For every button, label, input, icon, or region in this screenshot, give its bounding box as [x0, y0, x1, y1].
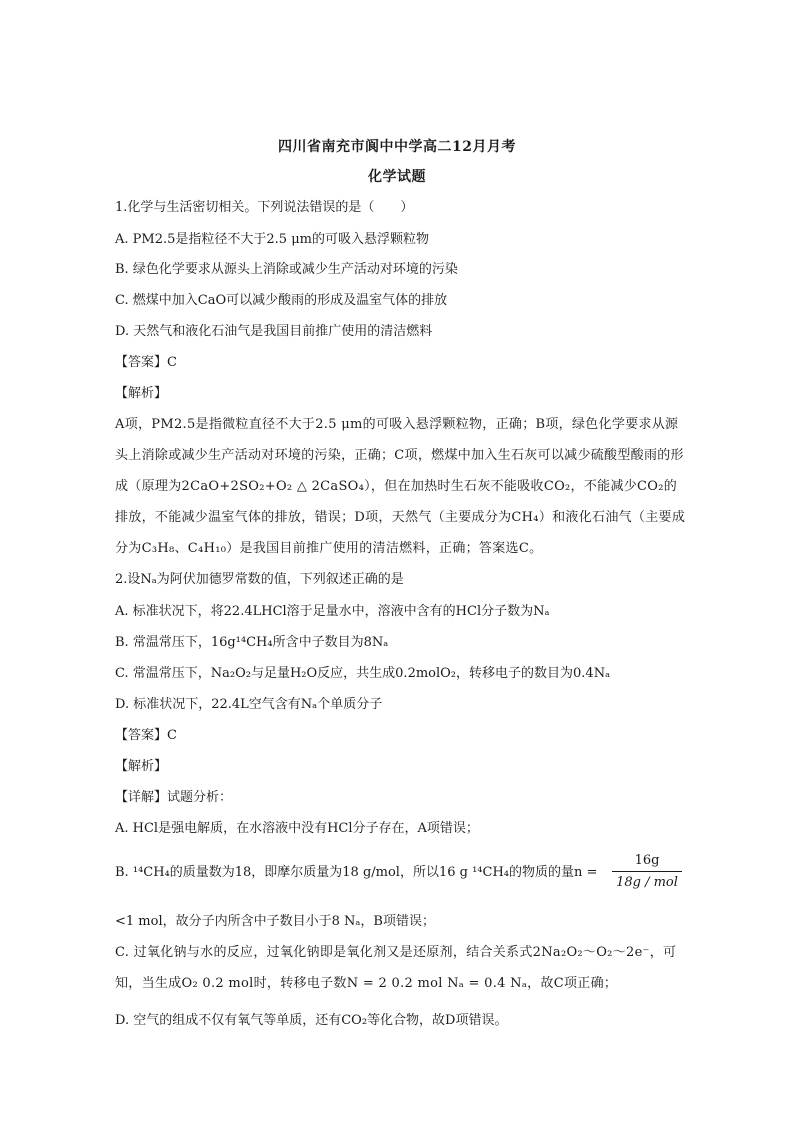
document-subtitle: 化学试题 [368, 169, 426, 185]
fraction-bar [612, 871, 682, 872]
q1-answer: 【答案】C [115, 355, 177, 370]
q2-detail-label: 【详解】试题分析： [115, 790, 233, 805]
q2-detail-d: D. 空气的组成不仅有氧气等单质，还有CO₂等化合物，故D项错误。 [115, 1013, 508, 1028]
fraction-numerator: 16g [634, 853, 660, 868]
q2-answer: 【答案】C [115, 728, 177, 743]
q1-analysis-text: A项，PM2.5是指微粒直径不大于2.5 μm的可吸入悬浮颗粒物，正确；B项，绿色化学要求从源头上消除或减少生产活动对环境的污染，正确；C项，燃煤中加入生石灰可以减少硫酸型酸雨的形成（原理为2CaO+2SO₂+O₂ △ 2CaSO₄），但在加热时生石灰不能吸收CO₂，不能减少CO₂的排放，不能减少温室气体的排放，错误；D项，天然气（主要成分为CH₄）和液化石油气（主要成分为C₃H₈、C₄H₁₀）是我国目前推广使用的清洁燃料，正确；答案选C。 [115, 417, 686, 556]
q2-option-b: B. 常温常压下，16g¹⁴CH₄所含中子数目为8Nₐ [115, 635, 389, 650]
q2-detail-b: B. ¹⁴CH₄的质量数为18，即摩尔质量为18 g/mol，所以16 g ¹⁴CH₄的物质的量n = [115, 865, 598, 880]
q1-stem: 1.化学与生活密切相关。下列说法错误的是（ ） [115, 200, 414, 215]
fraction-denominator: 18g / mol [616, 875, 678, 890]
q2-detail-b-cont: <1 mol，故分子内所含中子数目小于8 Nₐ，B项错误； [115, 914, 435, 929]
q1-option-d: D. 天然气和液化石油气是我国目前推广使用的清洁燃料 [115, 324, 433, 339]
q1-option-c: C. 燃煤中加入CaO可以减少酸雨的形成及温室气体的排放 [115, 293, 448, 308]
q1-option-b: B. 绿色化学要求从源头上消除或减少生产活动对环境的污染 [115, 262, 458, 277]
q2-detail-a: A. HCl是强电解质，在水溶液中没有HCl分子存在，A项错误； [115, 821, 479, 836]
q1-option-a: A. PM2.5是指粒径不大于2.5 μm的可吸入悬浮颗粒物 [115, 232, 429, 247]
molar-fraction [612, 852, 682, 891]
q2-option-a: A. 标准状况下，将22.4LHCl溶于足量水中，溶液中含有的HCl分子数为Nₐ [115, 604, 550, 619]
q2-analysis-label: 【解析】 [115, 759, 168, 774]
q1-analysis-label: 【解析】 [115, 386, 168, 401]
q2-option-d: D. 标准状况下，22.4L空气含有Nₐ个单质分子 [115, 697, 383, 712]
q2-stem: 2.设Nₐ为阿伏加德罗常数的值，下列叙述正确的是 [115, 572, 404, 587]
document-title: 四川省南充市阆中中学高二12月月考 [278, 139, 516, 155]
q2-detail-c: C. 过氧化钠与水的反应，过氧化钠即是氧化剂又是还原剂，结合关系式2Na₂O₂～O₂～2e⁻，可知，当生成O₂ 0.2 mol时，转移电子数N = 2 0.2 mol Nₐ = 0.4 Nₐ，故C项正确； [115, 945, 677, 991]
q2-option-c: C. 常温常压下，Na₂O₂与足量H₂O反应，共生成0.2molO₂，转移电子的数目为0.4Nₐ [115, 666, 611, 681]
